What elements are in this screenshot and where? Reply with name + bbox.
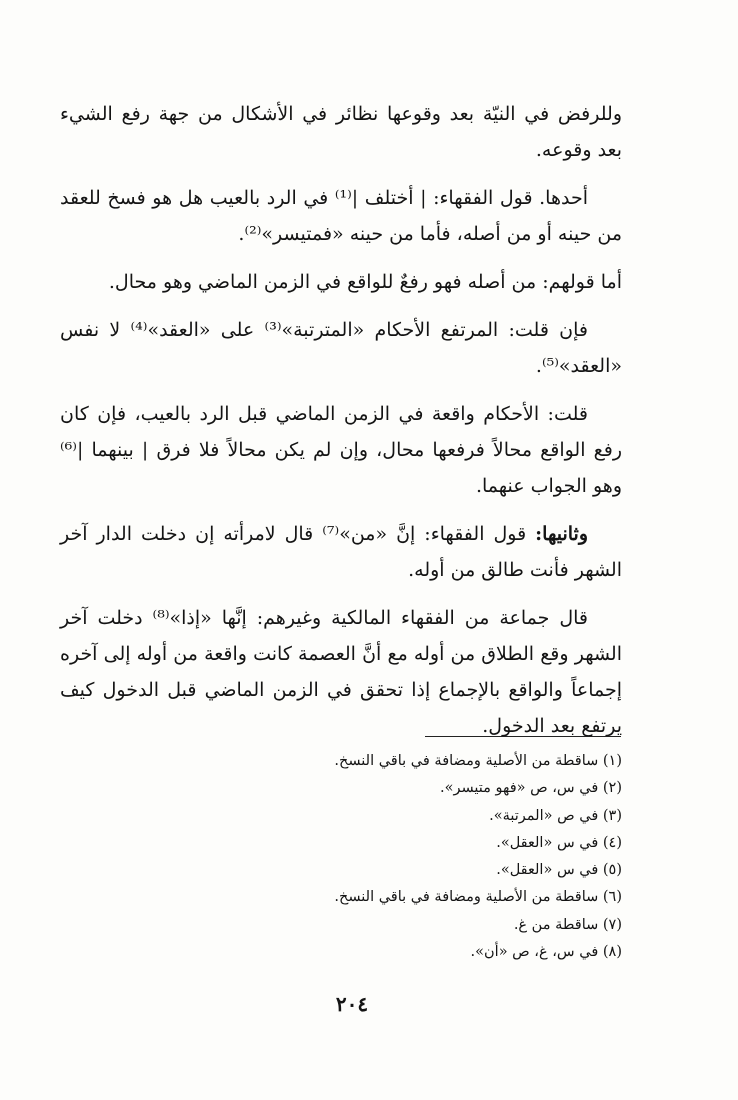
- footnote-1: (١) ساقطة من الأصلية ومضافة في باقي النسخ.: [334, 753, 622, 769]
- paragraph-6-rest: قول الفقهاء: إنَّ «من»⁽⁷⁾ قال لامرأته إن دخلت الدار آخر الشهر فأنت طالق من أوله.: [60, 523, 622, 581]
- footnote-separator: [425, 736, 621, 737]
- paragraph-7: قال جماعة من الفقهاء المالكية وغيرهم: إنَّها «إذا»⁽⁸⁾ دخلت آخر الشهر وقع الطلاق من أوله مع أنَّ العصمة كانت واقعة من أوله إلى آخره إجماعاً والواقع بالإجماع إذا تحقق في الزمن الماضي قبل الدخول كيف يرتفع بعد الدخول.: [60, 607, 622, 737]
- footnote-3: (٣) في ص «المرتبة».: [489, 807, 622, 824]
- paragraph-3: أما قولهم: من أصله فهو رفعٌ للواقع في الزمن الماضي وهو محال.: [108, 271, 622, 293]
- footnotes: [280, 748, 622, 966]
- page-number: ٢٠٤: [335, 992, 369, 1016]
- paragraph-2: أحدها. قول الفقهاء: | أختلف |⁽¹⁾ في الرد بالعيب هل هو فسخ للعقد من حينه أو من أصله، فأما من حينه «فمتيسر»⁽²⁾.: [60, 187, 622, 245]
- paragraph-4: فإن قلت: المرتفع الأحكام «المترتبة»⁽³⁾ على «العقد»⁽⁴⁾ لا نفس «العقد»⁽⁵⁾.: [60, 319, 622, 377]
- footnote-7: (٧) ساقطة من غ.: [513, 916, 622, 933]
- main-text: [60, 96, 622, 756]
- paragraph-5: قلت: الأحكام واقعة في الزمن الماضي قبل الرد بالعيب، فإن كان رفع الواقع محالاً فرفعها محال، وإن لم يكن محالاً فلا فرق | بينهما |⁽⁶⁾ وهو الجواب عنهما.: [60, 403, 622, 497]
- footnote-4: (٤) في س «العقل».: [496, 834, 622, 851]
- footnote-6: (٦) ساقطة من الأصلية ومضافة في باقي النسخ.: [334, 889, 622, 906]
- paragraph-6-lead: وثانيها:: [535, 523, 589, 545]
- footnote-8: (٨) في س، غ، ص «أن».: [470, 944, 622, 961]
- footnote-2: (٢) في س، ص «فهو متيسر».: [439, 780, 622, 797]
- paragraph-1: وللرفض في النيّة بعد وقوعها نظائر في الأشكال من جهة رفع الشيء بعد وقوعه.: [60, 103, 622, 161]
- paragraph-6: [60, 516, 622, 588]
- footnote-5: (٥) في س «العقل».: [496, 862, 622, 879]
